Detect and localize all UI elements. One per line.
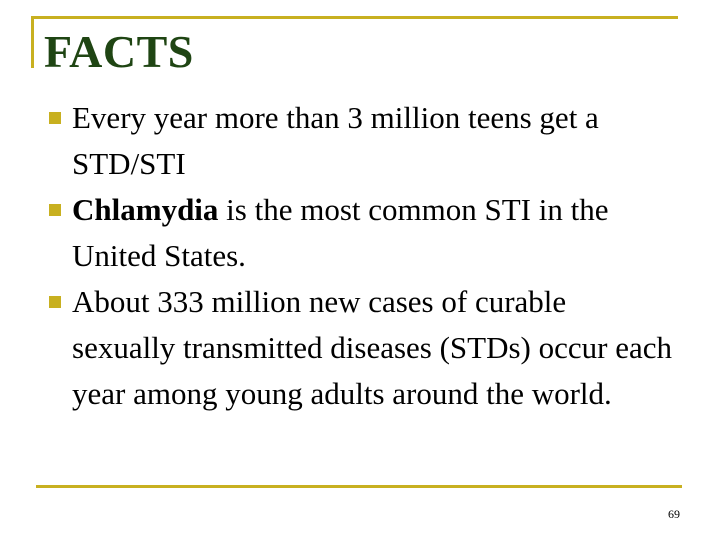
square-bullet-icon <box>49 112 61 124</box>
square-bullet-icon <box>49 296 61 308</box>
bullet-text: Every year more than 3 million teens get a STD/STI <box>72 100 599 181</box>
square-bullet-icon <box>49 204 61 216</box>
bottom-rule <box>36 485 682 488</box>
bullet-list <box>44 95 674 417</box>
page-number: 69 <box>668 507 680 521</box>
bullet-item <box>44 187 674 279</box>
left-rule <box>31 16 34 68</box>
top-rule <box>31 16 678 19</box>
slide-title: FACTS <box>44 26 194 77</box>
bullet-item <box>44 95 674 187</box>
bullet-bold-term: Chlamydia <box>72 192 219 227</box>
bullet-item <box>44 279 674 417</box>
bullet-text: is the most common STI in the United States. <box>72 192 609 273</box>
bullet-text: About 333 million new cases of curable sexually transmitted diseases (STDs) occur each year among young adults around the world. <box>72 284 673 411</box>
